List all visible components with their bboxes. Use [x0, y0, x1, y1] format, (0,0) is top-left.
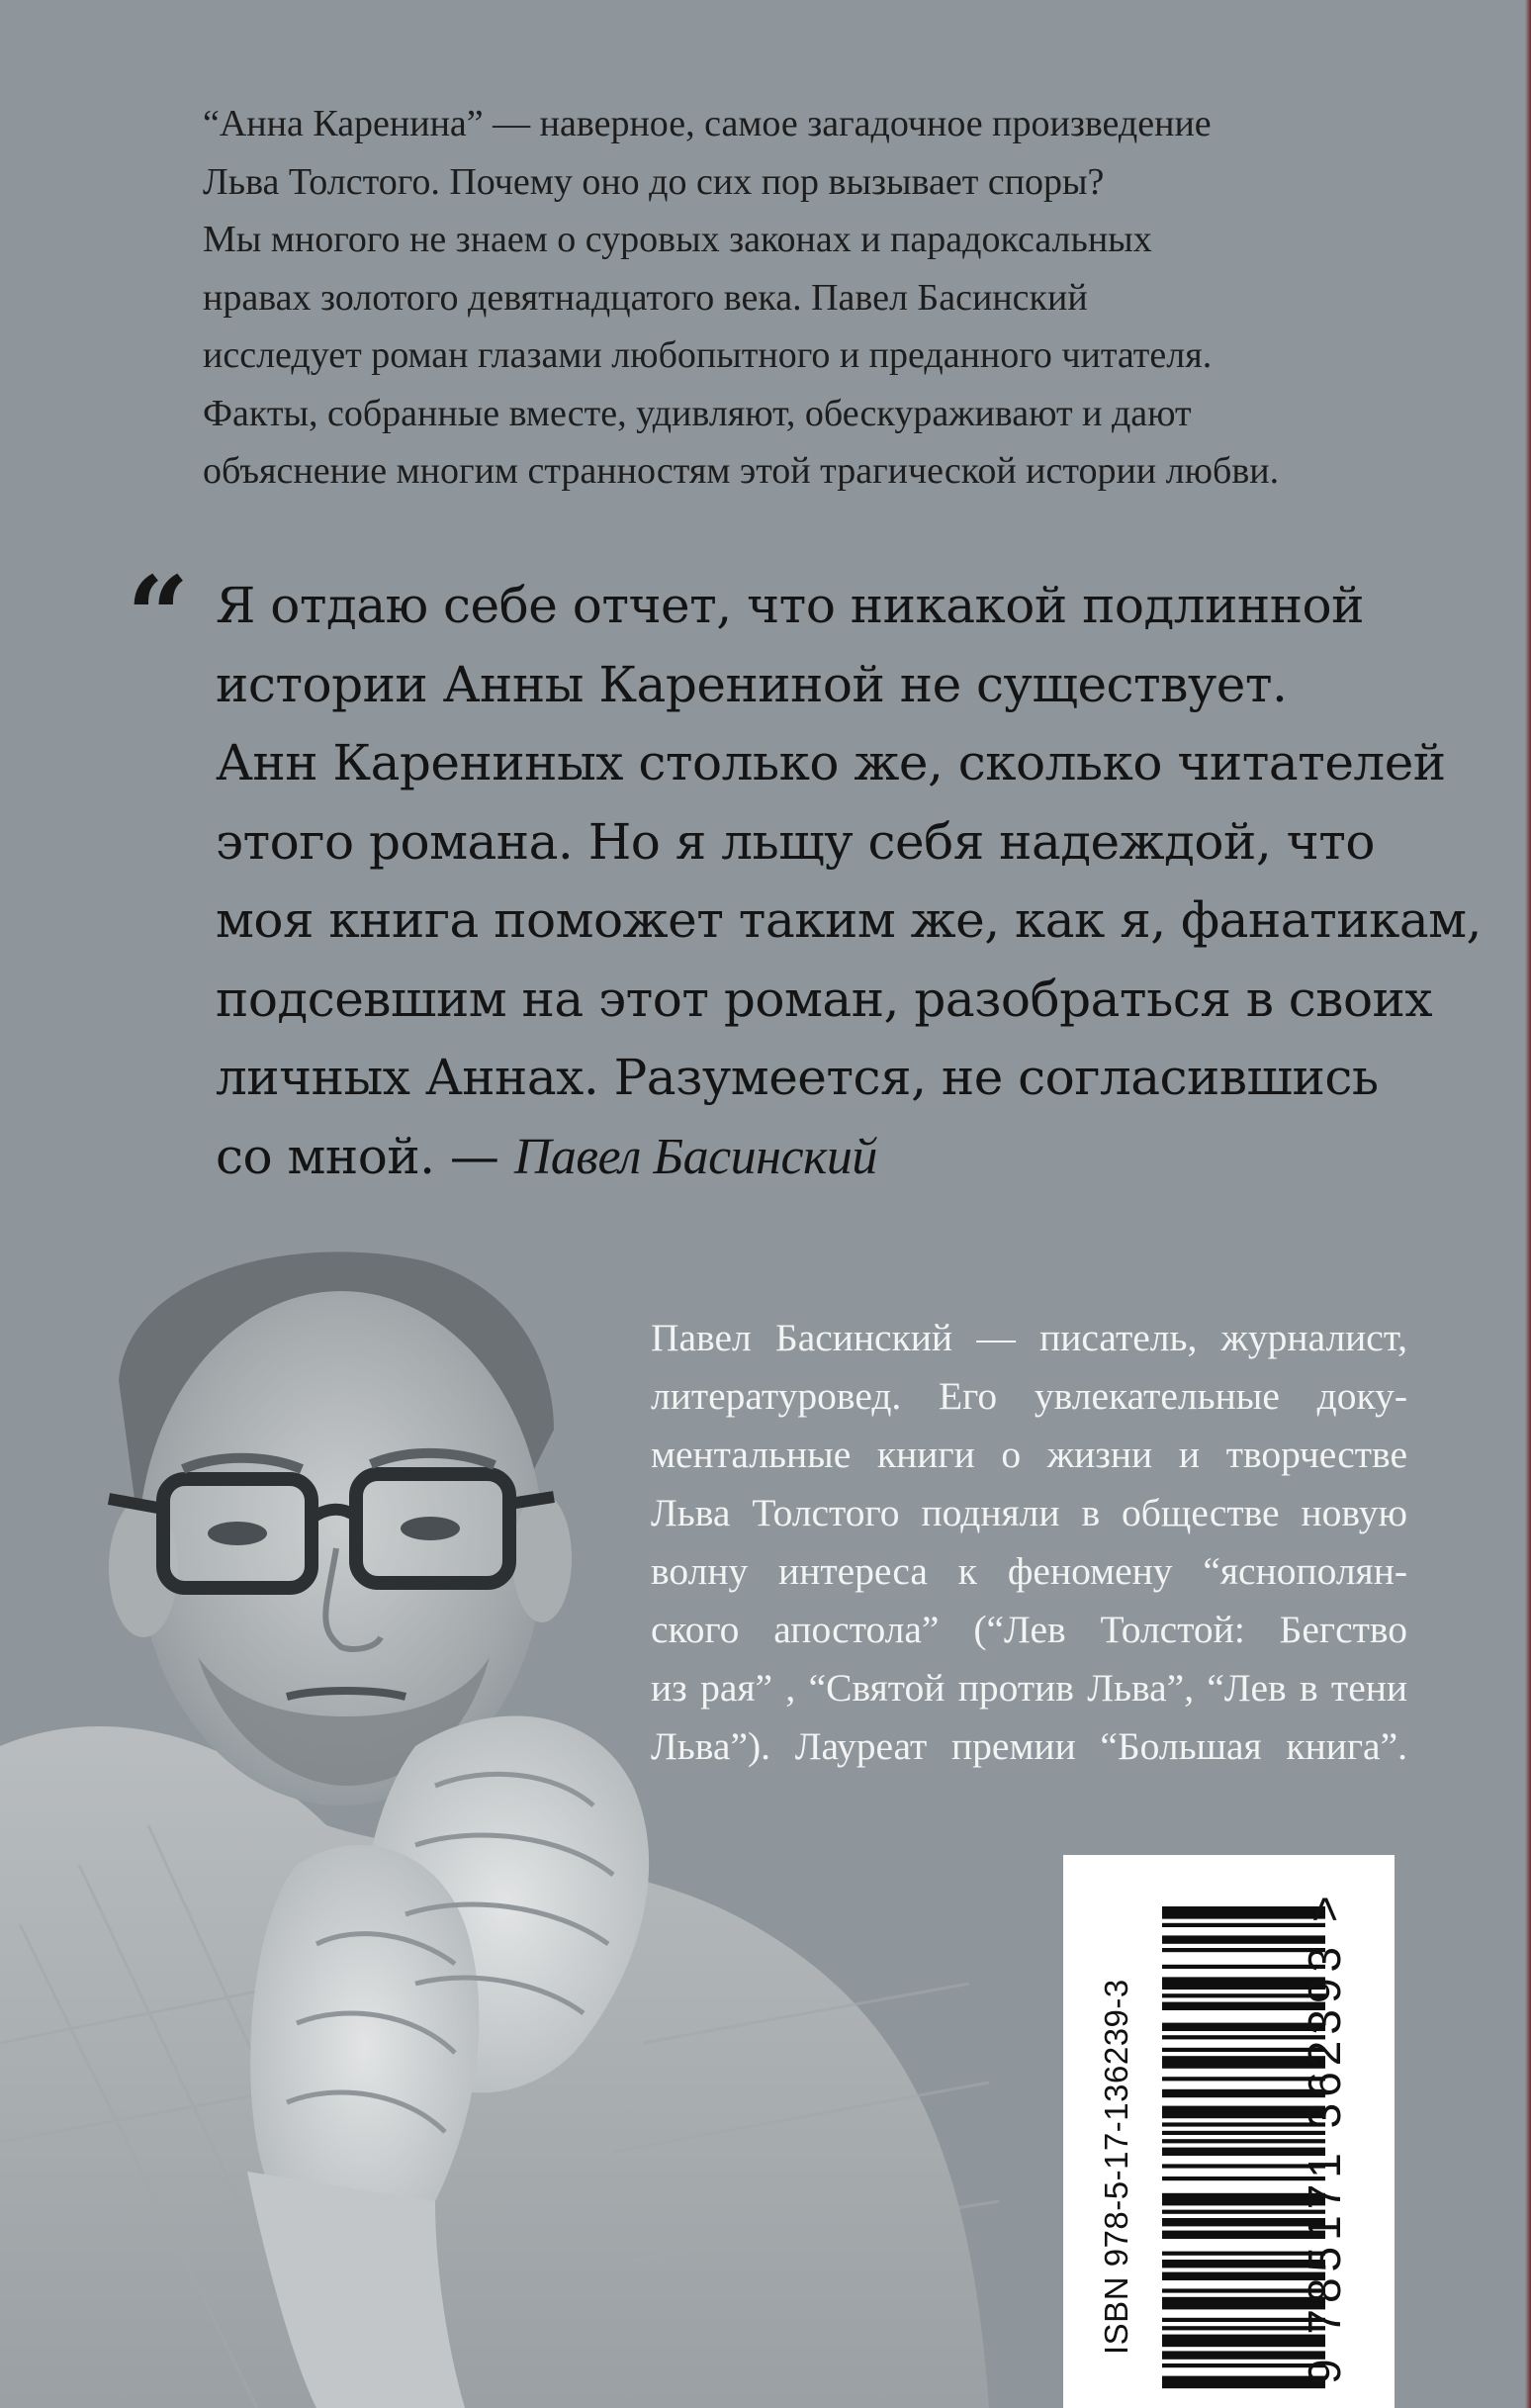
description-line: исследует роман глазами любопытного и преданного читателя. [203, 334, 1213, 376]
isbn-number: ISBN 978-5-17-136239-3 [1098, 1979, 1134, 2355]
bio-line: из рая” , “Святой против Льва”, “Лев в тени [651, 1666, 1407, 1710]
description-line: Льва Толстого. Почему оно до сих пор вызывает споры? [203, 160, 1105, 203]
quote-line: Я отдаю себе отчет, что никакой подлинной [216, 577, 1364, 634]
bio-line: литературовед. Его увлекательные доку- [651, 1374, 1407, 1418]
author-quote [216, 567, 1482, 1196]
description-line: Мы многого не знаем о суровых законах и парадоксальных [203, 219, 1152, 260]
bio-line: Павел Басинский — писатель, журналист, [651, 1316, 1407, 1359]
spine-edge [1525, 0, 1531, 2408]
quotation-mark-icon: “ [127, 552, 190, 680]
quote-line: этого романа. Но я льщу себя надеждой, что [216, 812, 1375, 871]
quote-line: со мной. — [216, 1127, 499, 1185]
quote-line: личных Аннах. Разумеется, не согласившись [216, 1049, 1379, 1106]
quote-last-line [216, 1118, 1472, 1197]
quote-line: подсевшим на этот роман, разобраться в своих [216, 970, 1433, 1028]
bio-line: ментальные книги о жизни и творчестве [651, 1433, 1407, 1476]
bio-line: Льва Толстого подняли в обществе новую [651, 1491, 1407, 1534]
description-line: Факты, собранные вместе, удивляют, обескураживают и дают [203, 392, 1192, 434]
bio-line: ского апостола” (“Лев Толстой: Бегство [651, 1608, 1407, 1651]
description-line: объяснение многим странностям этой трагической истории любви. [203, 450, 1280, 492]
quote-line: моя книга поможет таким же, как я, фанатикам, [216, 891, 1482, 949]
quote-line: истории Анны Карениной не существует. [216, 655, 1288, 713]
bio-line: Льва”). Лауреат премии “Большая книга”. [651, 1724, 1407, 1768]
ean-number: 9 785171 362393 > [1299, 1890, 1350, 2384]
quote-line: Анн Карениных столько же, сколько читателей [216, 734, 1446, 791]
quote-author: Павел Басинский [513, 1128, 877, 1185]
description-line: нравах золотого девятнадцатого века. Павел Басинский [203, 276, 1088, 319]
book-description [203, 95, 1419, 501]
description-line: “Анна Каренина” — наверное, самое загадочное произведение [203, 103, 1212, 144]
bio-line: волну интереса к феномену “яснополян- [651, 1549, 1407, 1593]
author-bio [651, 1309, 1407, 1776]
